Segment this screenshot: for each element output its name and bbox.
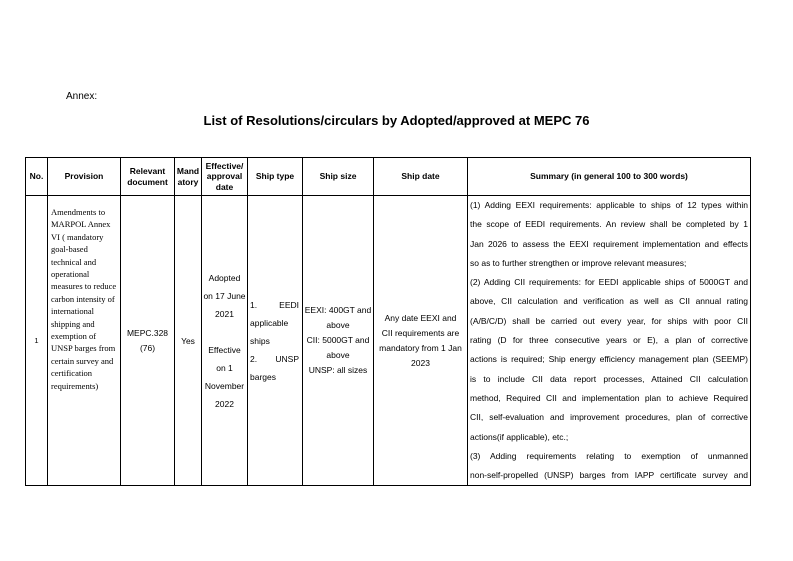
mandatory-cell: Yes bbox=[175, 196, 202, 486]
ship-type-number-1: 1. bbox=[250, 299, 258, 310]
summary-line: actions(if applicable), etc.; bbox=[470, 431, 569, 442]
ship-size-unsp: UNSP: all sizes bbox=[308, 365, 368, 376]
ship-date-cell bbox=[374, 196, 468, 486]
provision-cell: Amendments to MARPOL Annex VI ( mandatory goal-based technical and operational measures to reduce carbon intensity of international shipping and exemption of UNSP barges from certain survey and certification requirements) bbox=[48, 196, 121, 486]
summary-line: method, Required CII and implementation plan to achieve Required bbox=[470, 392, 748, 403]
ship-type-rest-1: applicable ships bbox=[250, 317, 289, 346]
header-no: No. bbox=[26, 158, 48, 196]
header-ship-size: Ship size bbox=[303, 158, 374, 196]
effective-date: Effective on 1 November 2022 bbox=[204, 344, 245, 409]
ship-type-rest-2: barges bbox=[250, 371, 276, 382]
summary-line: (3) Adding requirements relating to exemption of unmanned bbox=[470, 450, 748, 461]
relevant-document-text: MEPC.328(76) bbox=[126, 327, 169, 353]
summary-line: above, CII calculation and verification as well as CII annual rating bbox=[470, 296, 748, 307]
ship-type-cell bbox=[248, 196, 303, 486]
ship-type-word-1: EEDI bbox=[279, 299, 299, 310]
relevant-document-cell bbox=[121, 196, 175, 486]
summary-line: Jan 2026 to assess the EEXI requirement implementation and effects bbox=[470, 238, 748, 249]
header-summary: Summary (in general 100 to 300 words) bbox=[468, 158, 751, 196]
effective-date-cell bbox=[202, 196, 248, 486]
header-mandatory: Mand atory bbox=[175, 158, 202, 196]
ship-size-cell bbox=[303, 196, 374, 486]
ship-type-list bbox=[249, 296, 301, 386]
summary-line: actions is required; Ship energy efficiency management plan (SEEMP) bbox=[470, 354, 748, 365]
header-provision: Provision bbox=[48, 158, 121, 196]
summary-line: so as to further strengthen or improve relevant measures; bbox=[470, 257, 687, 268]
summary-line: (1) Adding EEXI requirements: applicable to ships of 12 types within bbox=[470, 200, 748, 210]
ship-size-cii: CII: 5000GT and above bbox=[306, 335, 370, 361]
adopted-date: Adopted on 17 June 2021 bbox=[203, 272, 246, 319]
summary-line: (2) Adding CII requirements: for EEDI applicable ships of 5000GT and bbox=[470, 277, 748, 288]
ship-size-eexi: EEXI: 400GT and above bbox=[304, 305, 372, 331]
summary-line: rating (D for three consecutive years or E), a plan of corrective bbox=[470, 335, 748, 346]
ship-type-word-2: UNSP bbox=[275, 353, 299, 364]
summary-line: non-self-propelled (UNSP) barges from IAPP certificate survey and bbox=[470, 470, 748, 481]
document-title: List of Resolutions/circulars by Adopted/approved at MEPC 76 bbox=[203, 113, 590, 128]
table-header-row bbox=[26, 158, 751, 196]
summary-line: is to include CII data report processes, Attained CII calculation bbox=[470, 373, 748, 384]
summary-line: (A/B/C/D) shall be carried out every year, for ships with poor CII bbox=[470, 315, 748, 326]
resolutions-table bbox=[25, 157, 751, 486]
ship-type-number-2: 2. bbox=[250, 353, 258, 364]
summary-line: the scope of EEDI requirements. An review shall be completed by 1 bbox=[470, 219, 748, 230]
summary-line: CII, self-evaluation and improvement procedures, plan of corrective bbox=[470, 412, 748, 423]
table-row bbox=[26, 196, 751, 486]
header-ship-date: Ship date bbox=[374, 158, 468, 196]
annex-label: Annex: bbox=[66, 91, 98, 102]
header-relevant-document: Relevant document bbox=[121, 158, 175, 196]
row-number: 1 bbox=[26, 196, 48, 486]
header-ship-type: Ship type bbox=[248, 158, 303, 196]
summary-cell bbox=[468, 196, 751, 486]
header-effective-date: Effective/ approval date bbox=[202, 158, 248, 196]
ship-date-text: Any date EEXI and CII requirements are mandatory from 1 Jan 2023 bbox=[379, 312, 462, 368]
